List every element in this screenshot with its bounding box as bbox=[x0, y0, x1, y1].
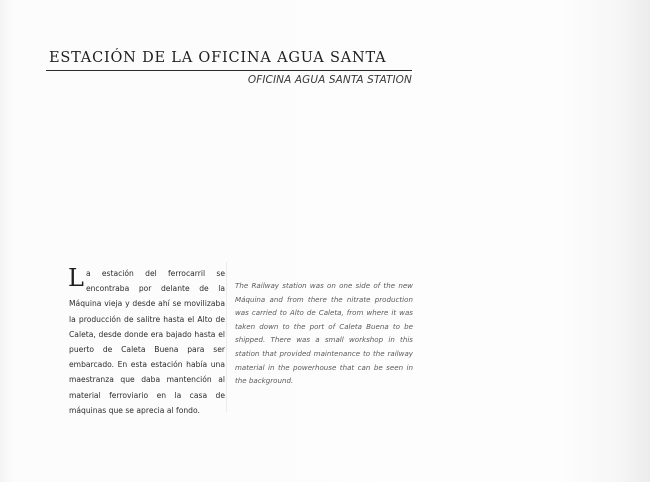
title-underline bbox=[46, 70, 412, 71]
column-gutter bbox=[226, 262, 227, 412]
drop-cap: L bbox=[68, 264, 84, 292]
spanish-paragraph bbox=[69, 266, 225, 418]
english-paragraph bbox=[235, 279, 413, 388]
page-title: ESTACIÓN DE LA OFICINA AGUA SANTA bbox=[49, 50, 387, 66]
page-subtitle: OFICINA AGUA SANTA STATION bbox=[247, 74, 412, 86]
spanish-text: a estación del ferrocarril se encontraba por delante de la Máquina vieja y desde ahí se movilizaba la producción de salitre hasta el Alto de Caleta, desde donde era bajado hasta el puerto de Caleta Buena para ser embarcado. En esta estación había una maestranza que daba mantención al material ferroviario en la casa de máquinas que se aprecia al fondo. bbox=[69, 269, 225, 415]
english-text: The Railway station was on one side of the new Máquina and from there the nitrate production was carried to Alto de Caleta, from where it was taken down to the port of Caleta Buena to be shipped. There was a small workshop in this station that provided maintenance to the railway material in the powerhouse that can be seen in the background. bbox=[235, 281, 413, 386]
